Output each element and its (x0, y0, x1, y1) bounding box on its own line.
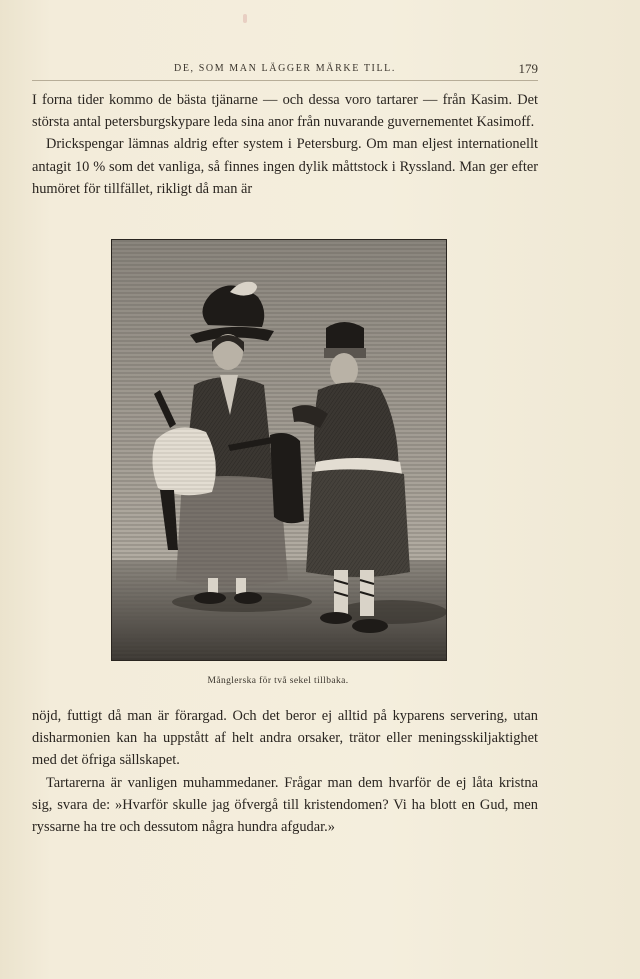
paper-stain (243, 14, 247, 23)
paragraph: Tartarerna är vanligen muhammedaner. Frågar man dem hvarför de ej låta kristna sig, svara de: »Hvarför skulle jag öfvergå till kristendomen? Vi ha blott en Gud, men ryssarne ha tre och dessutom några hundra afgudar.» (32, 774, 538, 836)
engraving-illustration (111, 239, 447, 661)
paragraph: Drickspengar lämnas aldrig efter system i Petersburg. Om man eljest internationellt antagit 10 % som det vanliga, så finnes ingen dylik måttstock i Ryssland. Man ger efter humöret för tillfället, rikligt då man är (32, 136, 538, 197)
text-block-top (32, 89, 538, 200)
page-number: 179 (518, 61, 538, 76)
running-title: DE, SOM MAN LÄGGER MÄRKE TILL. (174, 63, 396, 74)
text-block-bottom (32, 705, 538, 838)
paragraph: I forna tider kommo de bästa tjänarne — och dessa voro tartarer — från Kasim. Det största antal petersburgskypare leda sina anor från nuvarande guvernementet Kasimoff. (32, 92, 538, 131)
figure-caption: Månglerska för två sekel tillbaka. (207, 676, 349, 686)
page-header (32, 60, 538, 81)
engraving-image (112, 240, 446, 660)
paragraph: nöjd, futtigt då man är förargad. Och det beror ej alltid på kyparens servering, utan disharmonien kan ha uppstått af helt andra orsaker, trätor eller meningsskiljaktighet med det öfriga sällskapet. (32, 708, 538, 769)
